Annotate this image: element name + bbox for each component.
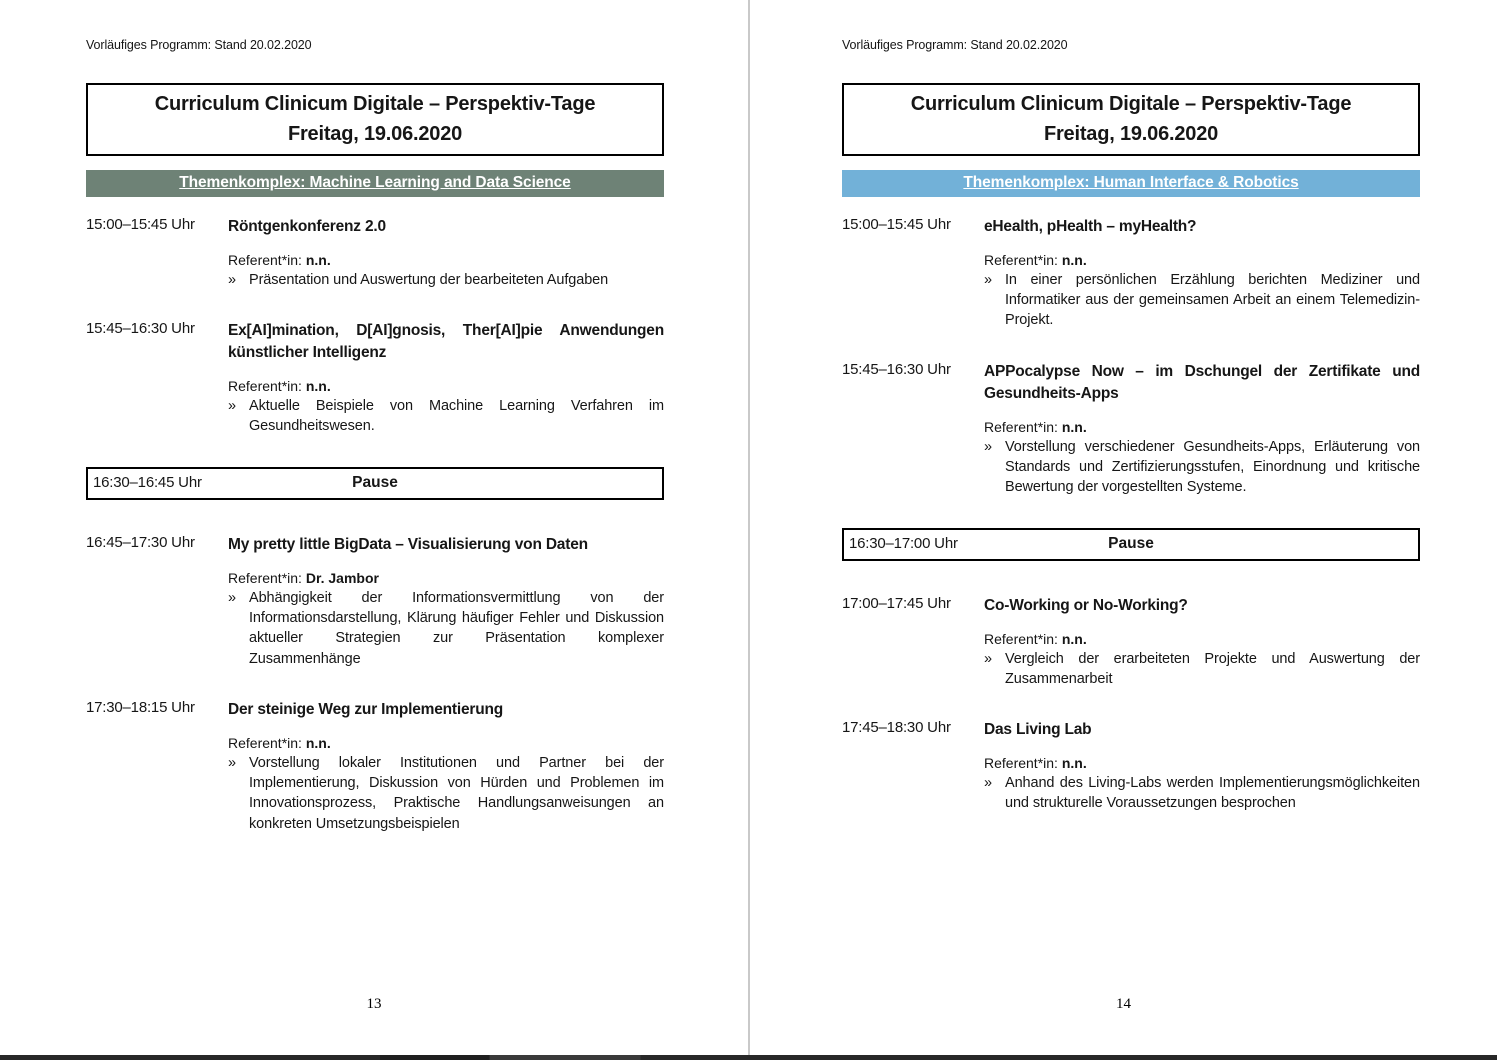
referent-label: Referent*in: xyxy=(984,630,1058,647)
referent-label: Referent*in: xyxy=(228,569,302,586)
referent-line xyxy=(984,252,1420,268)
referent-line xyxy=(984,755,1420,771)
event-title-line1: Curriculum Clinicum Digitale – Perspektiv-Tage xyxy=(154,93,596,115)
referent-name: n.n. xyxy=(305,251,331,268)
bullet-item xyxy=(228,270,664,290)
session-content xyxy=(984,216,1420,331)
bullet-item xyxy=(984,773,1420,814)
section-banner-label: Themenkomplex: Machine Learning and Data Science xyxy=(179,173,571,191)
bullet-text: Vorstellung lokaler Institutionen und Partner bei der Implementierung, Diskussion von Hürden und Problemen im Innovationsprozess, Praktische Handlungsanweisungen an konkreten Umsetzungsbeispielen xyxy=(249,754,664,832)
referent-label: Referent*in: xyxy=(984,418,1058,435)
session-title: Das Living Lab xyxy=(984,721,1092,739)
pause-row xyxy=(86,467,664,500)
referent-label: Referent*in: xyxy=(228,251,302,268)
referent-name: n.n. xyxy=(1061,630,1087,647)
bullet-marker: » xyxy=(228,589,237,606)
bullet-text: Vorstellung verschiedener Gesundheits-Apps, Erläuterung von Standards und Zertifizierungsstufen, Einordnung und kritische Bewertung der vorgestellten Systeme. xyxy=(1005,438,1420,496)
bullet-marker: » xyxy=(228,271,237,288)
event-title-box xyxy=(86,83,664,156)
session-time: 17:30–18:15 Uhr xyxy=(86,698,195,716)
page-right xyxy=(748,0,1497,1055)
referent-name: n.n. xyxy=(1061,251,1087,268)
program-entry xyxy=(842,361,1420,498)
bullet-marker: » xyxy=(984,271,993,288)
session-title: Ex[AI]mination, D[AI]gnosis, Ther[AI]pie Anwendungen künstlicher Intelligenz xyxy=(228,322,664,362)
referent-label: Referent*in: xyxy=(228,734,302,751)
referent-name: Dr. Jambor xyxy=(305,569,379,586)
referent-name: n.n. xyxy=(305,378,331,395)
session-title: Der steinige Weg zur Implementierung xyxy=(228,700,504,718)
bullet-item xyxy=(984,270,1420,331)
bullet-marker: » xyxy=(228,754,237,771)
pause-row xyxy=(842,528,1420,561)
bullet-item xyxy=(984,437,1420,498)
page-left xyxy=(0,0,748,1055)
program-entry xyxy=(86,216,664,290)
bullet-item xyxy=(984,649,1420,690)
session-content xyxy=(228,699,664,834)
program-entry xyxy=(86,534,664,669)
bullet-marker: » xyxy=(984,775,993,792)
session-content xyxy=(228,320,664,437)
session-title: APPocalypse Now – im Dschungel der Zertifikate und Gesundheits-Apps xyxy=(984,362,1420,402)
session-time: 17:45–18:30 Uhr xyxy=(842,719,951,737)
session-time: 15:45–16:30 Uhr xyxy=(842,360,951,378)
program-entry xyxy=(842,719,1420,814)
session-title: Co-Working or No-Working? xyxy=(984,596,1188,614)
event-title-line2: Freitag, 19.06.2020 xyxy=(287,123,463,146)
referent-name: n.n. xyxy=(1061,418,1087,435)
window-bottom-bar xyxy=(0,1055,1497,1060)
section-banner xyxy=(86,170,664,197)
pause-time: 16:30–17:00 Uhr xyxy=(849,534,958,552)
pause-time: 16:30–16:45 Uhr xyxy=(93,473,202,491)
program-entries xyxy=(86,216,664,834)
header-note: Vorläufiges Programm: Stand 20.02.2020 xyxy=(86,38,312,52)
bullet-marker: » xyxy=(984,650,993,667)
referent-line xyxy=(228,378,664,394)
section-banner xyxy=(842,170,1420,197)
bullet-item xyxy=(228,753,664,834)
referent-label: Referent*in: xyxy=(984,251,1058,268)
bullet-text: Abhängigkeit der Informationsvermittlung von der Informationsdarstellung, Klärung häufiger Fehler und Diskussion aktueller Strategien zur Präsentation komplexer Zusammenhänge xyxy=(249,589,664,667)
referent-name: n.n. xyxy=(1061,755,1087,772)
pause-label: Pause xyxy=(352,473,398,491)
bullet-item xyxy=(228,396,664,437)
bullet-marker: » xyxy=(228,398,237,415)
referent-label: Referent*in: xyxy=(984,755,1058,772)
event-title-line1: Curriculum Clinicum Digitale – Perspektiv-Tage xyxy=(910,93,1352,115)
bullet-text: Vergleich der erarbeiteten Projekte und Auswertung der Zusammenarbeit xyxy=(1005,650,1420,687)
bullet-item xyxy=(228,588,664,669)
program-entry xyxy=(86,320,664,437)
referent-line xyxy=(984,631,1420,647)
section-banner-label: Themenkomplex: Human Interface & Robotics xyxy=(963,173,1299,191)
bullet-text: Präsentation und Auswertung der bearbeiteten Aufgaben xyxy=(249,271,609,288)
session-time: 16:45–17:30 Uhr xyxy=(86,533,195,551)
bullet-text: Aktuelle Beispiele von Machine Learning Verfahren im Gesundheitswesen. xyxy=(249,398,664,435)
session-time: 17:00–17:45 Uhr xyxy=(842,594,951,612)
referent-name: n.n. xyxy=(305,734,331,751)
referent-line xyxy=(228,252,664,268)
program-entry xyxy=(86,699,664,834)
program-entry xyxy=(842,595,1420,690)
referent-line xyxy=(984,419,1420,435)
session-time: 15:00–15:45 Uhr xyxy=(86,215,195,233)
session-content xyxy=(228,534,664,669)
session-time: 15:45–16:30 Uhr xyxy=(86,320,195,338)
program-entries xyxy=(842,216,1420,814)
session-title: eHealth, pHealth – myHealth? xyxy=(984,217,1197,235)
session-content xyxy=(228,216,664,290)
page-number: 14 xyxy=(1116,996,1131,1012)
pause-label: Pause xyxy=(1108,534,1154,552)
program-entry xyxy=(842,216,1420,331)
bullet-marker: » xyxy=(984,438,993,455)
referent-label: Referent*in: xyxy=(228,378,302,395)
session-title: My pretty little BigData – Visualisierung von Daten xyxy=(228,535,588,553)
bullet-text: In einer persönlichen Erzählung berichten Mediziner und Informatiker aus der gemeinsamen Arbeit an einem Telemedizin-Projekt. xyxy=(1005,271,1420,329)
referent-line xyxy=(228,570,664,586)
session-content xyxy=(984,361,1420,498)
referent-line xyxy=(228,735,664,751)
event-title-box xyxy=(842,83,1420,156)
session-title: Röntgenkonferenz 2.0 xyxy=(228,217,386,235)
session-content xyxy=(984,595,1420,690)
bullet-text: Anhand des Living-Labs werden Implementierungsmöglichkeiten und strukturelle Voraussetzungen besprochen xyxy=(1005,775,1420,812)
session-content xyxy=(984,719,1420,814)
event-title-line2: Freitag, 19.06.2020 xyxy=(1043,123,1219,146)
header-note: Vorläufiges Programm: Stand 20.02.2020 xyxy=(842,38,1068,52)
page-number: 13 xyxy=(366,996,382,1012)
session-time: 15:00–15:45 Uhr xyxy=(842,215,951,233)
